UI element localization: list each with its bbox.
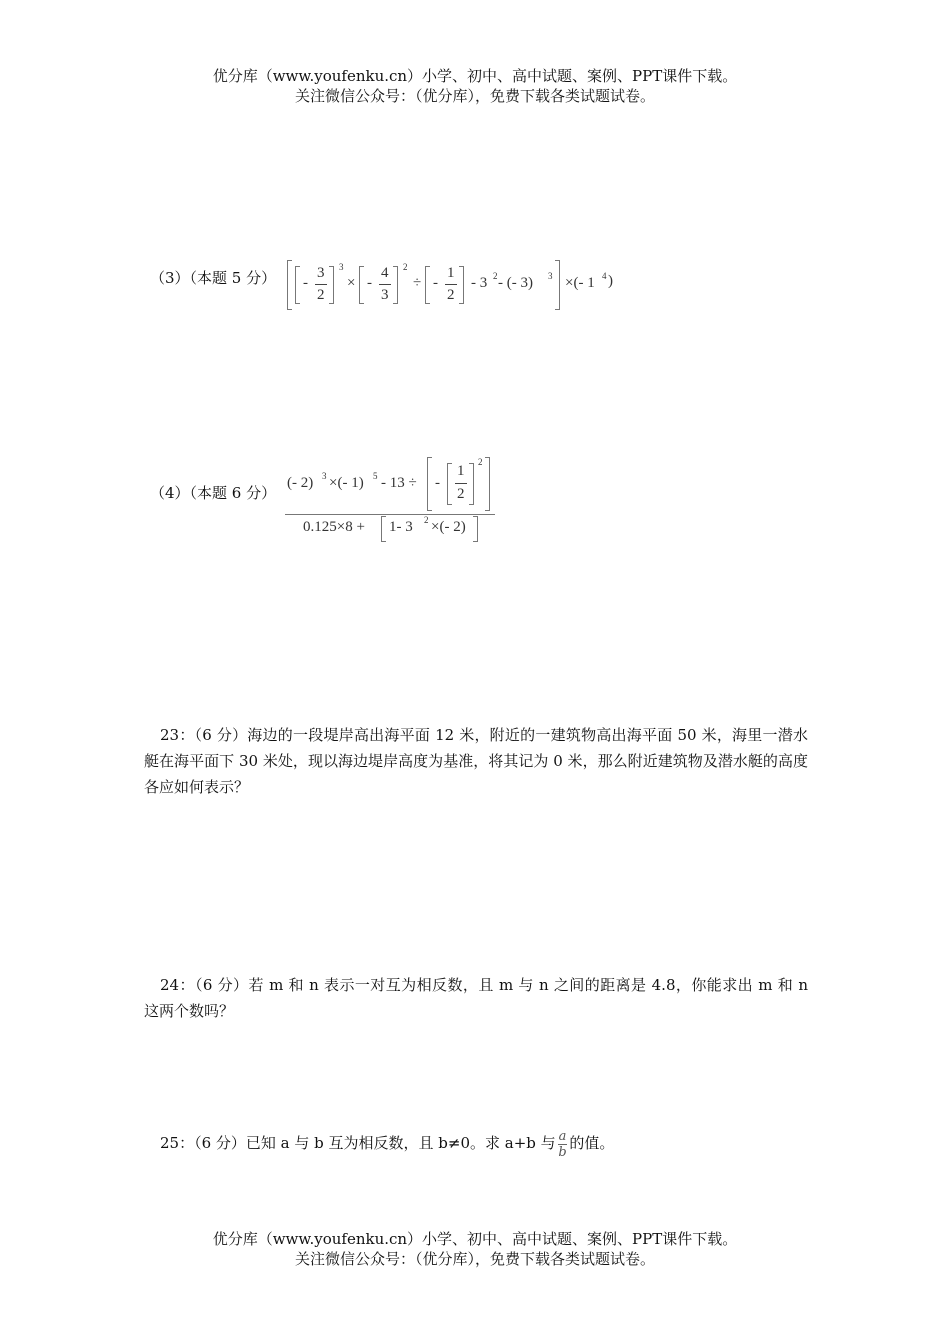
close-paren: ) [608,273,613,289]
exponent: 4 [602,271,607,281]
minus-sign: - [367,275,372,291]
exponent: 3 [548,271,553,281]
fraction-bar [315,284,327,285]
exponent: 2 [424,515,429,525]
problem-3-expression [285,258,625,314]
numerator: 3 [317,265,325,281]
question-25-text: 25：（6 分）已知 a 与 b 互为相反数，且 b≠0。求 a+b 与 [160,1134,556,1152]
problem-4-expression [285,455,500,545]
numerator-term: ×(- 1) [329,475,364,491]
right-square-bracket [473,516,478,542]
exponent: 2 [493,271,498,281]
minus-sign: - [435,475,440,491]
question-24: 24：（6 分）若 m 和 n 表示一对互为相反数，且 m 与 n 之间的距离是 4.8，你能求出 m 和 n 这两个数吗？ [144,976,808,1020]
right-paren [393,266,398,304]
fraction-bar [379,284,391,285]
footer-line-2: 关注微信公众号：（优分库），免费下载各类试题试卷。 [294,1250,655,1268]
numerator: 1 [457,463,465,479]
term: ×(- 1 [565,275,595,291]
minus-sign: - [433,275,438,291]
denominator-term: ×(- 2) [431,519,466,535]
exponent: 2 [403,262,408,272]
division-sign: ÷ [413,275,422,291]
question-25-tail: 的值。 [569,1134,615,1152]
fraction-bar [445,284,457,285]
fraction-a-over-b [558,1129,568,1160]
denominator: 2 [317,287,325,303]
problem-3-label: （3）（本题 5 分） [150,269,277,287]
left-paren [359,266,364,304]
exponent: 2 [478,457,483,467]
minus-sign: - [303,275,308,291]
denominator: 2 [457,486,465,502]
denominator-term: 0.125×8 + [303,519,365,535]
exponent: 3 [339,262,344,272]
left-paren [447,463,452,505]
right-paren [469,463,474,505]
main-fraction-bar [285,514,495,515]
right-square-bracket [485,457,490,511]
numerator-term: - 13 ÷ [381,475,417,491]
times-sign: × [347,275,356,291]
fraction-bar [455,483,467,484]
right-paren [459,266,464,304]
numerator: 1 [447,265,455,281]
header-line-2: 关注微信公众号：（优分库），免费下载各类试题试卷。 [294,87,655,105]
fraction-numerator: a [558,1128,567,1144]
header-line-1: 优分库（www.youfenku.cn）小学、初中、高中试题、案例、PPT课件下载。 [212,67,738,85]
left-square-bracket [427,457,432,511]
footer-line-1: 优分库（www.youfenku.cn）小学、初中、高中试题、案例、PPT课件下载。 [212,1230,738,1248]
numerator: 4 [381,265,389,281]
right-square-bracket [555,260,560,310]
question-23: 23：（6 分）海边的一段堤岸高出海平面 12 米，附近的一建筑物高出海平面 50 米，海里一潜水艇在海平面下 30 米处，现以海边堤岸高度为基准，将其记为 0 米，那么附近建筑物及潜水艇的高度各应如何表示？ [144,726,808,796]
page-header [0,66,950,106]
exponent: 5 [373,471,378,481]
denominator: 2 [447,287,455,303]
problem-4-label: （4）（本题 6 分） [150,484,277,502]
left-paren [425,266,430,304]
left-square-bracket [287,260,292,310]
question-25 [144,1128,808,1160]
term: - 3 [471,275,488,291]
denominator-term: 1- 3 [389,519,413,535]
fraction-denominator: b [558,1144,567,1160]
left-square-bracket [381,516,386,542]
left-paren [295,266,300,304]
right-paren [329,266,334,304]
term: - (- 3) [498,275,533,291]
page-footer [0,1229,950,1269]
denominator: 3 [381,287,389,303]
numerator-term: (- 2) [287,475,314,491]
exponent: 3 [322,471,327,481]
